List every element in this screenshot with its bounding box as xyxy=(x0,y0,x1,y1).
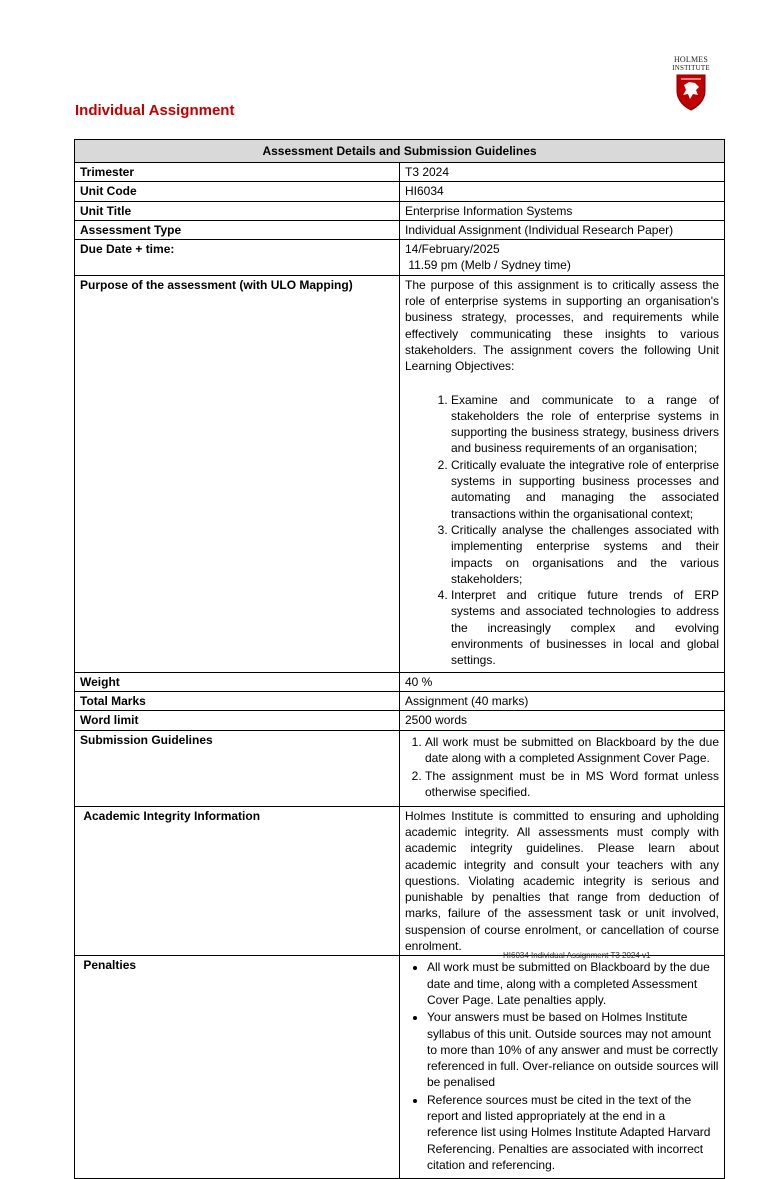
row-value: Assignment (40 marks) xyxy=(400,691,725,710)
row-value: T3 2024 xyxy=(400,163,725,182)
row-value: Enterprise Information Systems xyxy=(400,201,725,220)
page-title: Individual Assignment xyxy=(75,102,235,119)
row-label: Due Date + time: xyxy=(75,240,400,276)
list-item: 4. Interpret and critique future trends of ERP systems and associated technologies to address the increasingly complex and evolving environments of businesses in local and global settings. xyxy=(451,587,719,668)
row-value xyxy=(400,240,725,276)
table-row-integrity xyxy=(75,806,725,956)
list-item: • Your answers must be based on Holmes Institute syllabus of this unit. Outside sources may not amount to more than 10% of any answer and must be correctly referenced in full. Over-reliance on outside sources will be penalised xyxy=(427,1009,719,1090)
row-label: Trimester xyxy=(75,163,400,182)
row-label: Academic Integrity Information xyxy=(75,806,400,956)
due-date-text: 14/February/2025 xyxy=(405,242,500,257)
table-row-assessment-type xyxy=(75,220,725,239)
row-value xyxy=(400,956,725,1179)
row-label: Unit Title xyxy=(75,201,400,220)
table-row-due-date xyxy=(75,240,725,276)
due-time-text: 11.59 pm (Melb / Sydney time) xyxy=(405,258,571,273)
row-label: Weight xyxy=(75,672,400,691)
page-footer: HI6034 Individual Assignment T3 2024 v1 xyxy=(503,951,651,960)
assessment-details-table xyxy=(74,139,725,1179)
table-row-trimester xyxy=(75,163,725,182)
list-item: • All work must be submitted on Blackboard by the due date and time, along with a completed Assessment Cover Page. Late penalties apply. xyxy=(427,959,719,1008)
table-row-word-limit xyxy=(75,711,725,730)
row-value xyxy=(400,730,725,806)
shield-icon xyxy=(675,73,707,111)
row-value: Holmes Institute is committed to ensuring and upholding academic integrity. All assessments must comply with academic integrity guidelines. Please learn about academic integrity and consult your teachers with any questions. Violating academic integrity is serious and punishable by penalties that range from deduction of marks, failure of the assessment task or unit involved, suspension of course enrolment, or cancellation of course enrolment. xyxy=(400,806,725,956)
row-label: Unit Code xyxy=(75,182,400,201)
table-row-penalties xyxy=(75,956,725,1179)
list-item: 2. The assignment must be in MS Word format unless otherwise specified. xyxy=(425,768,719,801)
logo-text-line1: HOLMES xyxy=(673,55,709,64)
row-label: Submission Guidelines xyxy=(75,730,400,806)
table-row-unit-title xyxy=(75,201,725,220)
row-label: Penalties xyxy=(75,956,400,1179)
table-row-unit-code xyxy=(75,182,725,201)
table-row-purpose xyxy=(75,275,725,672)
list-item: 3. Critically analyse the challenges associated with implementing enterprise systems and their impacts on organisations and the various stakeholders; xyxy=(451,522,719,587)
row-label: Total Marks xyxy=(75,691,400,710)
row-label: Purpose of the assessment (with ULO Mapping) xyxy=(75,275,400,672)
row-value: Individual Assignment (Individual Research Paper) xyxy=(400,220,725,239)
table-header: Assessment Details and Submission Guidelines xyxy=(75,140,725,163)
table-row-submission xyxy=(75,730,725,806)
row-label: Word limit xyxy=(75,711,400,730)
logo-text-line2: INSTITUTE xyxy=(672,64,710,72)
table-row-total-marks xyxy=(75,691,725,710)
row-value: 40 % xyxy=(400,672,725,691)
row-value: 2500 words xyxy=(400,711,725,730)
ulo-list xyxy=(405,392,719,669)
submission-list xyxy=(405,734,719,801)
row-value xyxy=(400,275,725,672)
row-label: Assessment Type xyxy=(75,220,400,239)
list-item: 1. All work must be submitted on Blackboard by the due date along with a completed Assignment Cover Page. xyxy=(425,734,719,767)
list-item: 1. Examine and communicate to a range of stakeholders the role of enterprise systems in supporting the business strategy, business drivers and business requirements of an organisation; xyxy=(451,392,719,457)
penalties-list xyxy=(405,959,719,1173)
purpose-intro: The purpose of this assignment is to critically assess the role of enterprise systems in supporting an organisation's business strategy, processes, and requirements while effectively communicating these insights to various stakeholders. The assignment covers the following Unit Learning Objectives: xyxy=(405,277,719,374)
row-value: HI6034 xyxy=(400,182,725,201)
list-item: 2. Critically evaluate the integrative role of enterprise systems in supporting business processes and automating and managing the associated transactions within the organisational context; xyxy=(451,457,719,522)
holmes-logo xyxy=(668,56,714,112)
list-item: • Reference sources must be cited in the text of the report and listed appropriately at the end in a reference list using Holmes Institute Adapted Harvard Referencing. Penalties are associated with incorrect citation and referencing. xyxy=(427,1092,719,1173)
table-row-weight xyxy=(75,672,725,691)
